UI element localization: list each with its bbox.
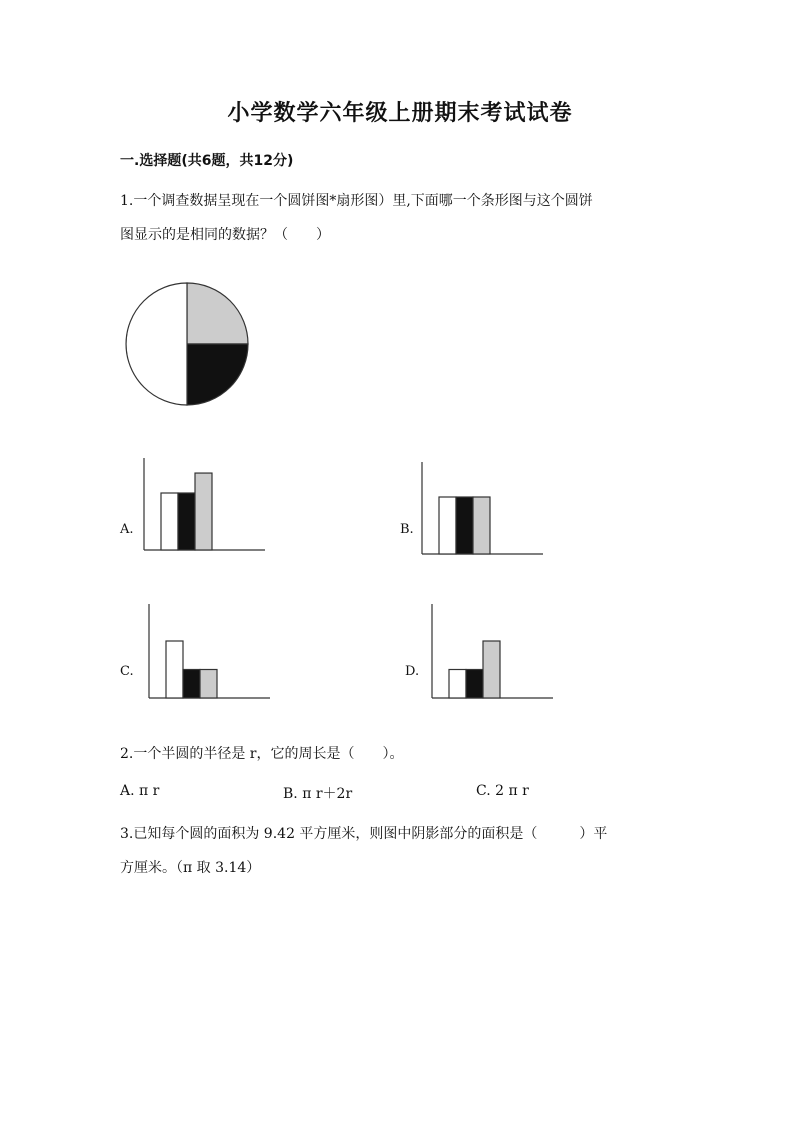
bar [200, 670, 217, 699]
q2-choice-b[interactable]: B. π r＋2r [283, 786, 353, 802]
page-title: 小学数学六年级上册期末考试试卷 [227, 101, 573, 126]
q3-text-line1: 3.已知每个圆的面积为 9.42 平方厘米，则图中阴影部分的面积是（ ）平 [120, 826, 608, 842]
pie-slice-white [126, 283, 187, 405]
option-b-label[interactable]: B. [400, 522, 414, 537]
q1-text-line1: 1.一个调查数据呈现在一个圆饼图*扇形图）里,下面哪一个条形图与这个圆饼 [120, 193, 593, 209]
q2-choice-c[interactable]: C. 2 π r [476, 783, 529, 799]
q1-text-line2: 图显示的是相同的数据？（ ） [120, 227, 330, 243]
bar [439, 497, 456, 554]
bar-chart-option-d [432, 604, 553, 698]
bar [161, 493, 178, 550]
q2-text: 2.一个半圆的半径是 r，它的周长是（ ）。 [120, 746, 404, 762]
bar [195, 473, 212, 550]
bar [449, 670, 466, 699]
bar [456, 497, 473, 554]
section-heading: 一.选择题(共6题，共12分) [120, 153, 294, 169]
option-d-label[interactable]: D. [405, 664, 420, 679]
bar [466, 670, 483, 699]
bar-chart-option-a [144, 458, 265, 550]
pie-chart [126, 283, 248, 405]
option-c-label[interactable]: C. [120, 664, 134, 679]
bar [183, 670, 200, 699]
bar [166, 641, 183, 698]
option-a-label[interactable]: A. [120, 522, 134, 537]
bar [473, 497, 490, 554]
q2-choice-a[interactable]: A. π r [120, 783, 160, 799]
bar-chart-option-b [422, 462, 543, 554]
bar [483, 641, 500, 698]
pie-slice-black [187, 344, 248, 405]
pie-slice-gray [187, 283, 248, 344]
bar-chart-option-c [149, 604, 270, 698]
bar [178, 493, 195, 550]
q3-text-line2: 方厘米。（π 取 3.14） [120, 860, 261, 876]
